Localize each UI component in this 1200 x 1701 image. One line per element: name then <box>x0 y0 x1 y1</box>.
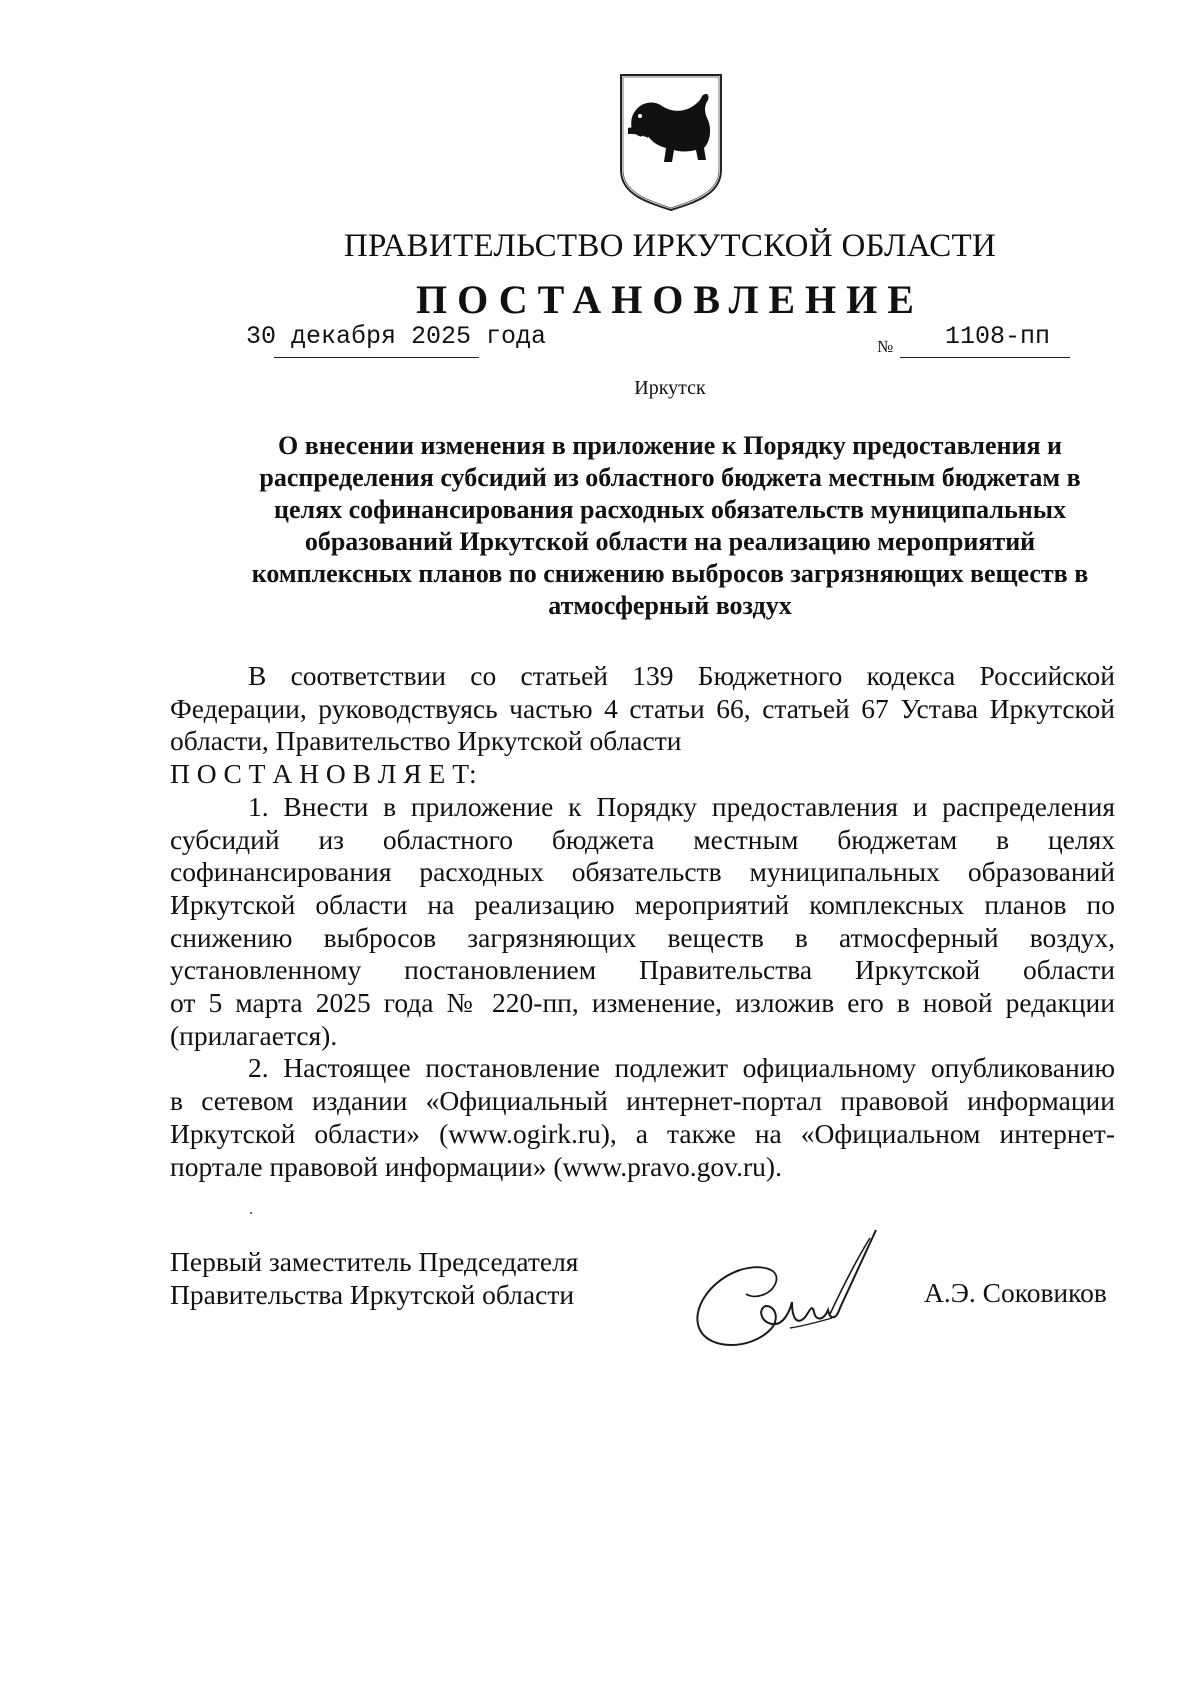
number-sign: № <box>877 337 894 356</box>
item1-line: субсидий из областного бюджета местным бюджетам в целях <box>170 823 1115 855</box>
subject-line: О внесении изменения в приложение к Порядку предоставления и <box>278 431 1062 460</box>
handwritten-signature-icon <box>680 1210 910 1360</box>
document-type-heading: ПОСТАНОВЛЕНИЕ <box>416 277 924 322</box>
position-line: Первый заместитель Председателя <box>170 1246 579 1277</box>
government-title: ПРАВИТЕЛЬСТВО ИРКУТСКОЙ ОБЛАСТИ <box>343 228 997 264</box>
date-underline <box>274 357 479 358</box>
subject-line: целях софинансирования расходных обязательств муниципальных <box>273 495 1067 524</box>
preamble-line: В соответствии со статьей 139 Бюджетного кодекса Российской <box>248 660 1115 691</box>
subject-line: образований Иркутской области на реализацию мероприятий <box>304 527 1036 556</box>
item1-line: (прилагается). <box>170 1019 338 1051</box>
number-underline <box>900 357 1070 358</box>
item2-line: в сетевом издании «Официальный интернет-портал правовой информации <box>170 1085 1115 1117</box>
preamble-line: Федерации, руководствуясь частью 4 статьи 66, статьей 67 Устава Иркутской <box>170 692 1115 724</box>
scan-speck <box>250 1212 252 1214</box>
city-label: Иркутск <box>634 377 706 399</box>
irkutsk-coat-of-arms-icon <box>618 72 724 212</box>
document-date: 30 декабря 2025 года <box>246 322 547 351</box>
preamble-line: области, Правительство Иркутской области <box>170 725 682 757</box>
subject-line: атмосферный воздух <box>548 591 792 620</box>
signatory-position <box>170 1245 578 1311</box>
document-body <box>170 660 1115 1183</box>
document-subject <box>170 430 1170 622</box>
item1-line: установленному постановлением Правительства Иркутской области <box>170 954 1115 986</box>
item1-line: снижению выбросов загрязняющих веществ в атмосферный воздух, <box>170 921 1115 953</box>
position-line: Правительства Иркутской области <box>170 1279 575 1310</box>
item1-line: Иркутской области на реализацию мероприятий комплексных планов по <box>170 888 1115 920</box>
item1-line: 1. Внести в приложение к Порядку предоставления и распределения <box>248 790 1115 822</box>
resolves-heading: П О С Т А Н О В Л Я Е Т: <box>170 758 477 790</box>
item1-line: от 5 марта 2025 года № 220-пп, изменение, изложив его в новой редакции <box>170 987 1115 1019</box>
signatory-name: А.Э. Соковиков <box>924 1277 1107 1308</box>
item1-line: софинансирования расходных обязательств муниципальных образований <box>170 856 1115 888</box>
item2-line: Иркутской области» (www.ogirk.ru), а также на «Официальном интернет- <box>170 1117 1115 1149</box>
item2-line: 2. Настоящее постановление подлежит официальному опубликованию <box>248 1052 1115 1084</box>
document-number: 1108-пп <box>945 322 1051 351</box>
subject-line: распределения субсидий из областного бюджета местным бюджетам в <box>259 463 1081 492</box>
subject-line: комплексных планов по снижению выбросов загрязняющих веществ в <box>251 559 1089 588</box>
item2-line: портале правовой информации» (www.pravo.gov.ru). <box>170 1150 782 1182</box>
